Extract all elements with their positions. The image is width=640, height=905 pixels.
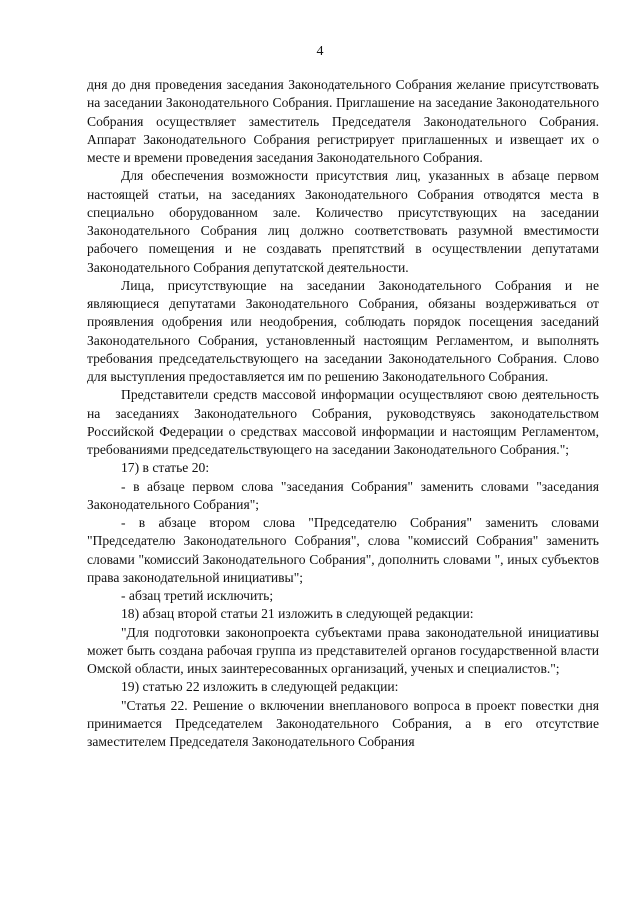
document-body bbox=[87, 76, 599, 751]
page-number: 4 bbox=[316, 44, 324, 59]
paragraph: Лица, присутствующие на заседании Законодательного Собрания и не являющиеся депутатами Законодательного Собрания, обязаны воздерживаться от проявления одобрения или неодобрения, соблюдать порядок посещения заседаний Законодательного Собрания, установленный настоящим Регламентом, и выполнять требования председательствующего на заседании Законодательного Собрания. Слово для выступления предоставляется им по решению Законодательного Собрания. bbox=[87, 277, 599, 384]
paragraph: Представители средств массовой информации осуществляют свою деятельность на заседаниях Законодательного Собрания, руководствуясь законодательством Российской Федерации о средствах массовой информации и настоящим Регламентом, требованиями председательствующего на заседании Законодательного Собрания."; bbox=[87, 387, 599, 457]
amendment-item: 18) абзац второй статьи 21 изложить в следующей редакции: bbox=[121, 606, 474, 622]
quoted-paragraph: "Статья 22. Решение о включении внепланового вопроса в проект повестки дня принимается Председателем Законодательного Собрания, а в его отсутствие заместителем Председателя Законодательного Собрания bbox=[87, 697, 599, 749]
amendment-item: 19) статью 22 изложить в следующей редакции: bbox=[121, 679, 399, 695]
amendment-subitem: - абзац третий исключить; bbox=[121, 588, 274, 603]
amendment-subitem: - в абзаце первом слова "заседания Собрания" заменить словами "заседания Законодательного Собрания"; bbox=[87, 478, 599, 512]
paragraph: Для обеспечения возможности присутствия лиц, указанных в абзаце первом настоящей статьи, на заседаниях Законодательного Собрания отводятся места в специально оборудованном зале. Количество присутствующих на заседании Законодательного Собрания лиц должно соответствовать разумной вместимости рабочего помещения и не создавать препятствий в осуществлении депутатами Законодательного Собрания депутатской деятельности. bbox=[87, 168, 599, 275]
paragraph: дня до дня проведения заседания Законодательного Собрания желание присутствовать на заседании Законодательного Собрания. Приглашение на заседание Законодательного Собрания осуществляет заместитель Председателя Законодательного Собрания. Аппарат Законодательного Собрания регистрирует приглашенных и извещает их о месте и времени проведения заседания Законодательного Собрания. bbox=[87, 77, 599, 165]
quoted-paragraph: "Для подготовки законопроекта субъектами права законодательной инициативы может быть создана рабочая группа из представителей органов государственной власти Омской области, иных заинтересованных организаций, ученых и специалистов."; bbox=[87, 624, 599, 676]
amendment-item: 17) в статье 20: bbox=[121, 460, 210, 476]
amendment-subitem: - в абзаце втором слова "Председателю Собрания" заменить словами "Председателю Законодательного Собрания", слова "комиссий Собрания" заменить словами "комиссий Законодательного Собрания", дополнить словами ", иных субъектов права законодательной инициативы"; bbox=[87, 515, 599, 585]
